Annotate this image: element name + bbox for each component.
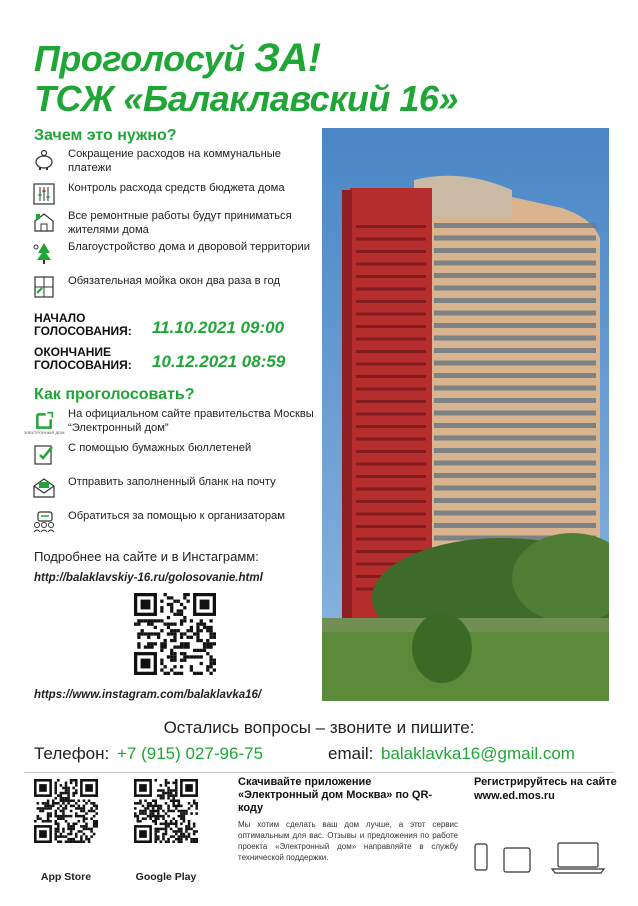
phone-label: Телефон: [34, 744, 110, 763]
page-title-line2: ТСЖ «Балаклавский 16» [34, 78, 458, 119]
app-store-qr [34, 779, 98, 843]
piggy-bank-icon [32, 148, 56, 172]
phone-link[interactable]: +7 (915) 027-96-75 [117, 744, 264, 763]
why-heading: Зачем это нужно? [34, 127, 177, 144]
email-label: email: [328, 744, 374, 763]
more-info-text: Подробнее на сайте и в Инстаграмм: [34, 549, 259, 564]
how-text: С помощью бумажных бюллетеней [68, 442, 252, 454]
vote-start-label: НАЧАЛО ГОЛОСОВАНИЯ: [34, 311, 132, 338]
google-play-qr [134, 779, 198, 843]
reason-item [32, 148, 317, 175]
organizers-icon [32, 510, 56, 534]
email-link[interactable]: balaklavka16@gmail.com [381, 744, 575, 763]
app-description: Мы хотим сделать ваш дом лучше, а этот сервис оптимальным для вас. Отзывы и предложения по работе проекта «Электронный дом» направляйте в службу технической поддержки. [238, 820, 458, 862]
mail-icon [32, 476, 56, 500]
google-play-label: Google Play [135, 871, 197, 883]
reason-text: Благоустройство дома и дворовой территории [68, 241, 311, 253]
how-item [32, 510, 317, 534]
reason-item [32, 241, 317, 265]
app-store-label: App Store [40, 871, 92, 883]
window-cleaning-icon [32, 275, 56, 299]
how-text: Отправить заполненный бланк на почту [68, 476, 276, 488]
paper-ballot-icon [32, 442, 56, 466]
reason-item [32, 275, 317, 299]
reason-text: Сокращение расходов на коммунальные платежи [68, 148, 282, 174]
reason-item [32, 210, 317, 237]
qr-code [134, 593, 216, 675]
how-heading: Как проголосовать? [34, 386, 195, 403]
instagram-link[interactable]: https://www.instagram.com/balaklavka16/ [34, 689, 262, 701]
repair-icon [32, 210, 56, 234]
vote-start-value: 11.10.2021 09:00 [152, 318, 285, 337]
contact-heading: Остались вопросы – звоните и пишите: [163, 718, 475, 737]
electronic-house-icon: ЭЛЕКТРОННЫЙ ДОМ [32, 408, 56, 438]
vote-end-value: 10.12.2021 08:59 [152, 352, 286, 371]
title-part2: ЗА! [254, 36, 321, 80]
reason-text: Все ремонтные работы будут приниматься жителями дома [68, 210, 292, 236]
footer-divider [24, 772, 614, 773]
how-text: На официальном сайте правительства Москвы “Электронный дом” [68, 408, 314, 434]
how-item [23, 408, 317, 438]
devices-icon [474, 840, 612, 876]
reason-text: Контроль расхода средств бюджета дома [68, 182, 285, 194]
how-text: Обратиться за помощью к организаторам [68, 510, 285, 522]
page-title-line1 [34, 36, 321, 81]
site-link[interactable]: http://balaklavskiy-16.ru/golosovanie.html [34, 572, 263, 584]
how-item [32, 442, 317, 466]
vote-end-label: ОКОНЧАНИЕ ГОЛОСОВАНИЯ: [34, 345, 132, 372]
reason-item [32, 182, 317, 206]
reason-text: Обязательная мойка окон два раза в год [68, 275, 281, 287]
register-heading: Регистрируйтесь на сайте www.ed.mos.ru [474, 776, 617, 802]
how-item [32, 476, 317, 500]
title-part1: Проголосуй [34, 38, 245, 79]
tree-icon [32, 241, 56, 265]
app-heading: Скачивайте приложение «Электронный дом Москва» по QR-коду [238, 776, 433, 814]
budget-control-icon [32, 182, 56, 206]
building-photo [322, 128, 609, 701]
